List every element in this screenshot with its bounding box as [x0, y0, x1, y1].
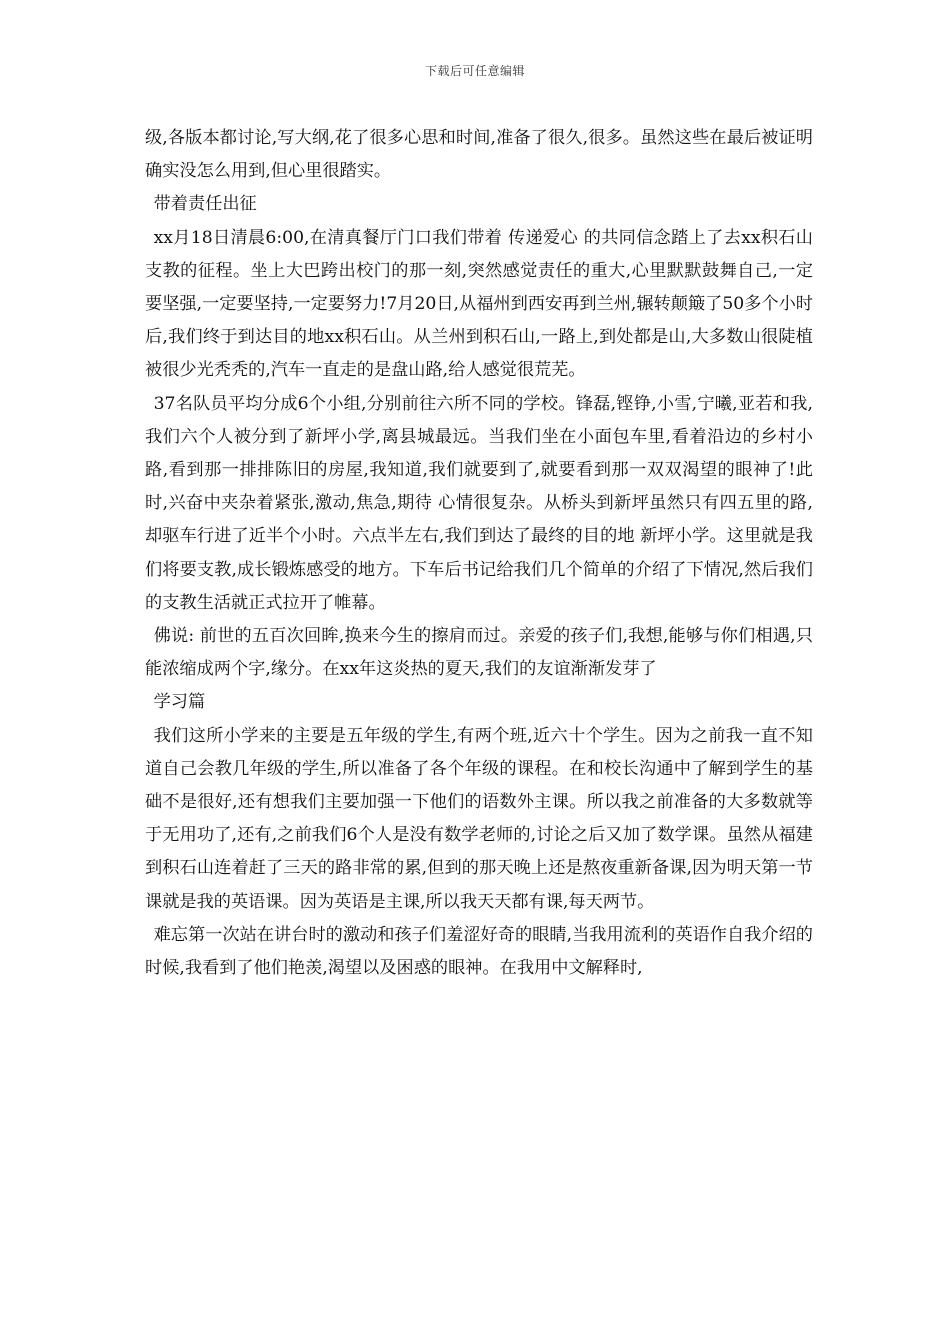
page-header: 下载后可任意编辑 — [424, 64, 525, 78]
paragraph-3: 37名队员平均分成6个小组,分别前往六所不同的学校。锋磊,铿铮,小雪,宁曦,亚若和我,我们六个人被分到了新坪小学,离县城最远。当我们坐在小面包车里,看着沿边的乡村小路,看到那一排排陈旧的房屋,我知道,我们就要到了,就要看到那一双双渴望的眼神了!此时,兴奋中夹杂着紧张,激动,焦急,期待 心情很复杂。从桥头到新坪虽然只有四五里的路,却驱车行进了近半个小时。六点半左右,我们到达了最终的目的地 新坪小学。这里就是我们将要支教,成长锻炼感受的地方。下车后书记给我们几个简单的介绍了下情况,然后我们的支教生活就正式拉开了帷幕。 — [145, 393, 813, 613]
document-body — [145, 122, 813, 985]
section-heading-responsibility: 带着责任出征 — [153, 194, 257, 215]
paragraph-2: xx月18日清晨6:00,在清真餐厅门口我们带着 传递爱心 的共同信念踏上了去xx积石山支教的征程。坐上大巴跨出校门的那一刻,突然感觉责任的重大,心里默默鼓舞自己,一定要坚强,一定要坚持,一定要努力!7月20日,从福州到西安再到兰州,辗转颠簸了50多个小时后,我们终于到达目的地xx积石山。从兰州到积石山,一路上,到处都是山,大多数山很陡植被很少光秃秃的,汽车一直走的是盘山路,给人感觉很荒芜。 — [145, 227, 813, 381]
paragraph-5: 我们这所小学来的主要是五年级的学生,有两个班,近六十个学生。因为之前我一直不知道自己会教几年级的学生,所以准备了各个年级的课程。在和校长沟通中了解到学生的基础不是很好,还有想我们主要加强一下他们的语数外主课。所以我之前准备的大多数就等于无用功了,还有,之前我们6个人是没有数学老师的,讨论之后又加了数学课。虽然从福建到积石山连着赶了三天的路非常的累,但到的那天晚上还是熬夜重新备课,因为明天第一节课就是我的英语课。因为英语是主课,所以我天天都有课,每天两节。 — [145, 725, 813, 912]
paragraph-1: 级,各版本都讨论,写大纲,花了很多心思和时间,准备了很久,很多。虽然这些在最后被证明确实没怎么用到,但心里很踏实。 — [145, 128, 813, 182]
section-heading-study: 学习篇 — [153, 692, 206, 713]
paragraph-4: 佛说: 前世的五百次回眸,换来今生的擦肩而过。亲爱的孩子们,我想,能够与你们相遇,只能浓缩成两个字,缘分。在xx年这炎热的夏天,我们的友谊渐渐发芽了 — [145, 626, 813, 680]
paragraph-6: 难忘第一次站在讲台时的激动和孩子们羞涩好奇的眼睛,当我用流利的英语作自我介绍的时候,我看到了他们艳羡,渴望以及困惑的眼神。在我用中文解释时, — [145, 924, 813, 979]
